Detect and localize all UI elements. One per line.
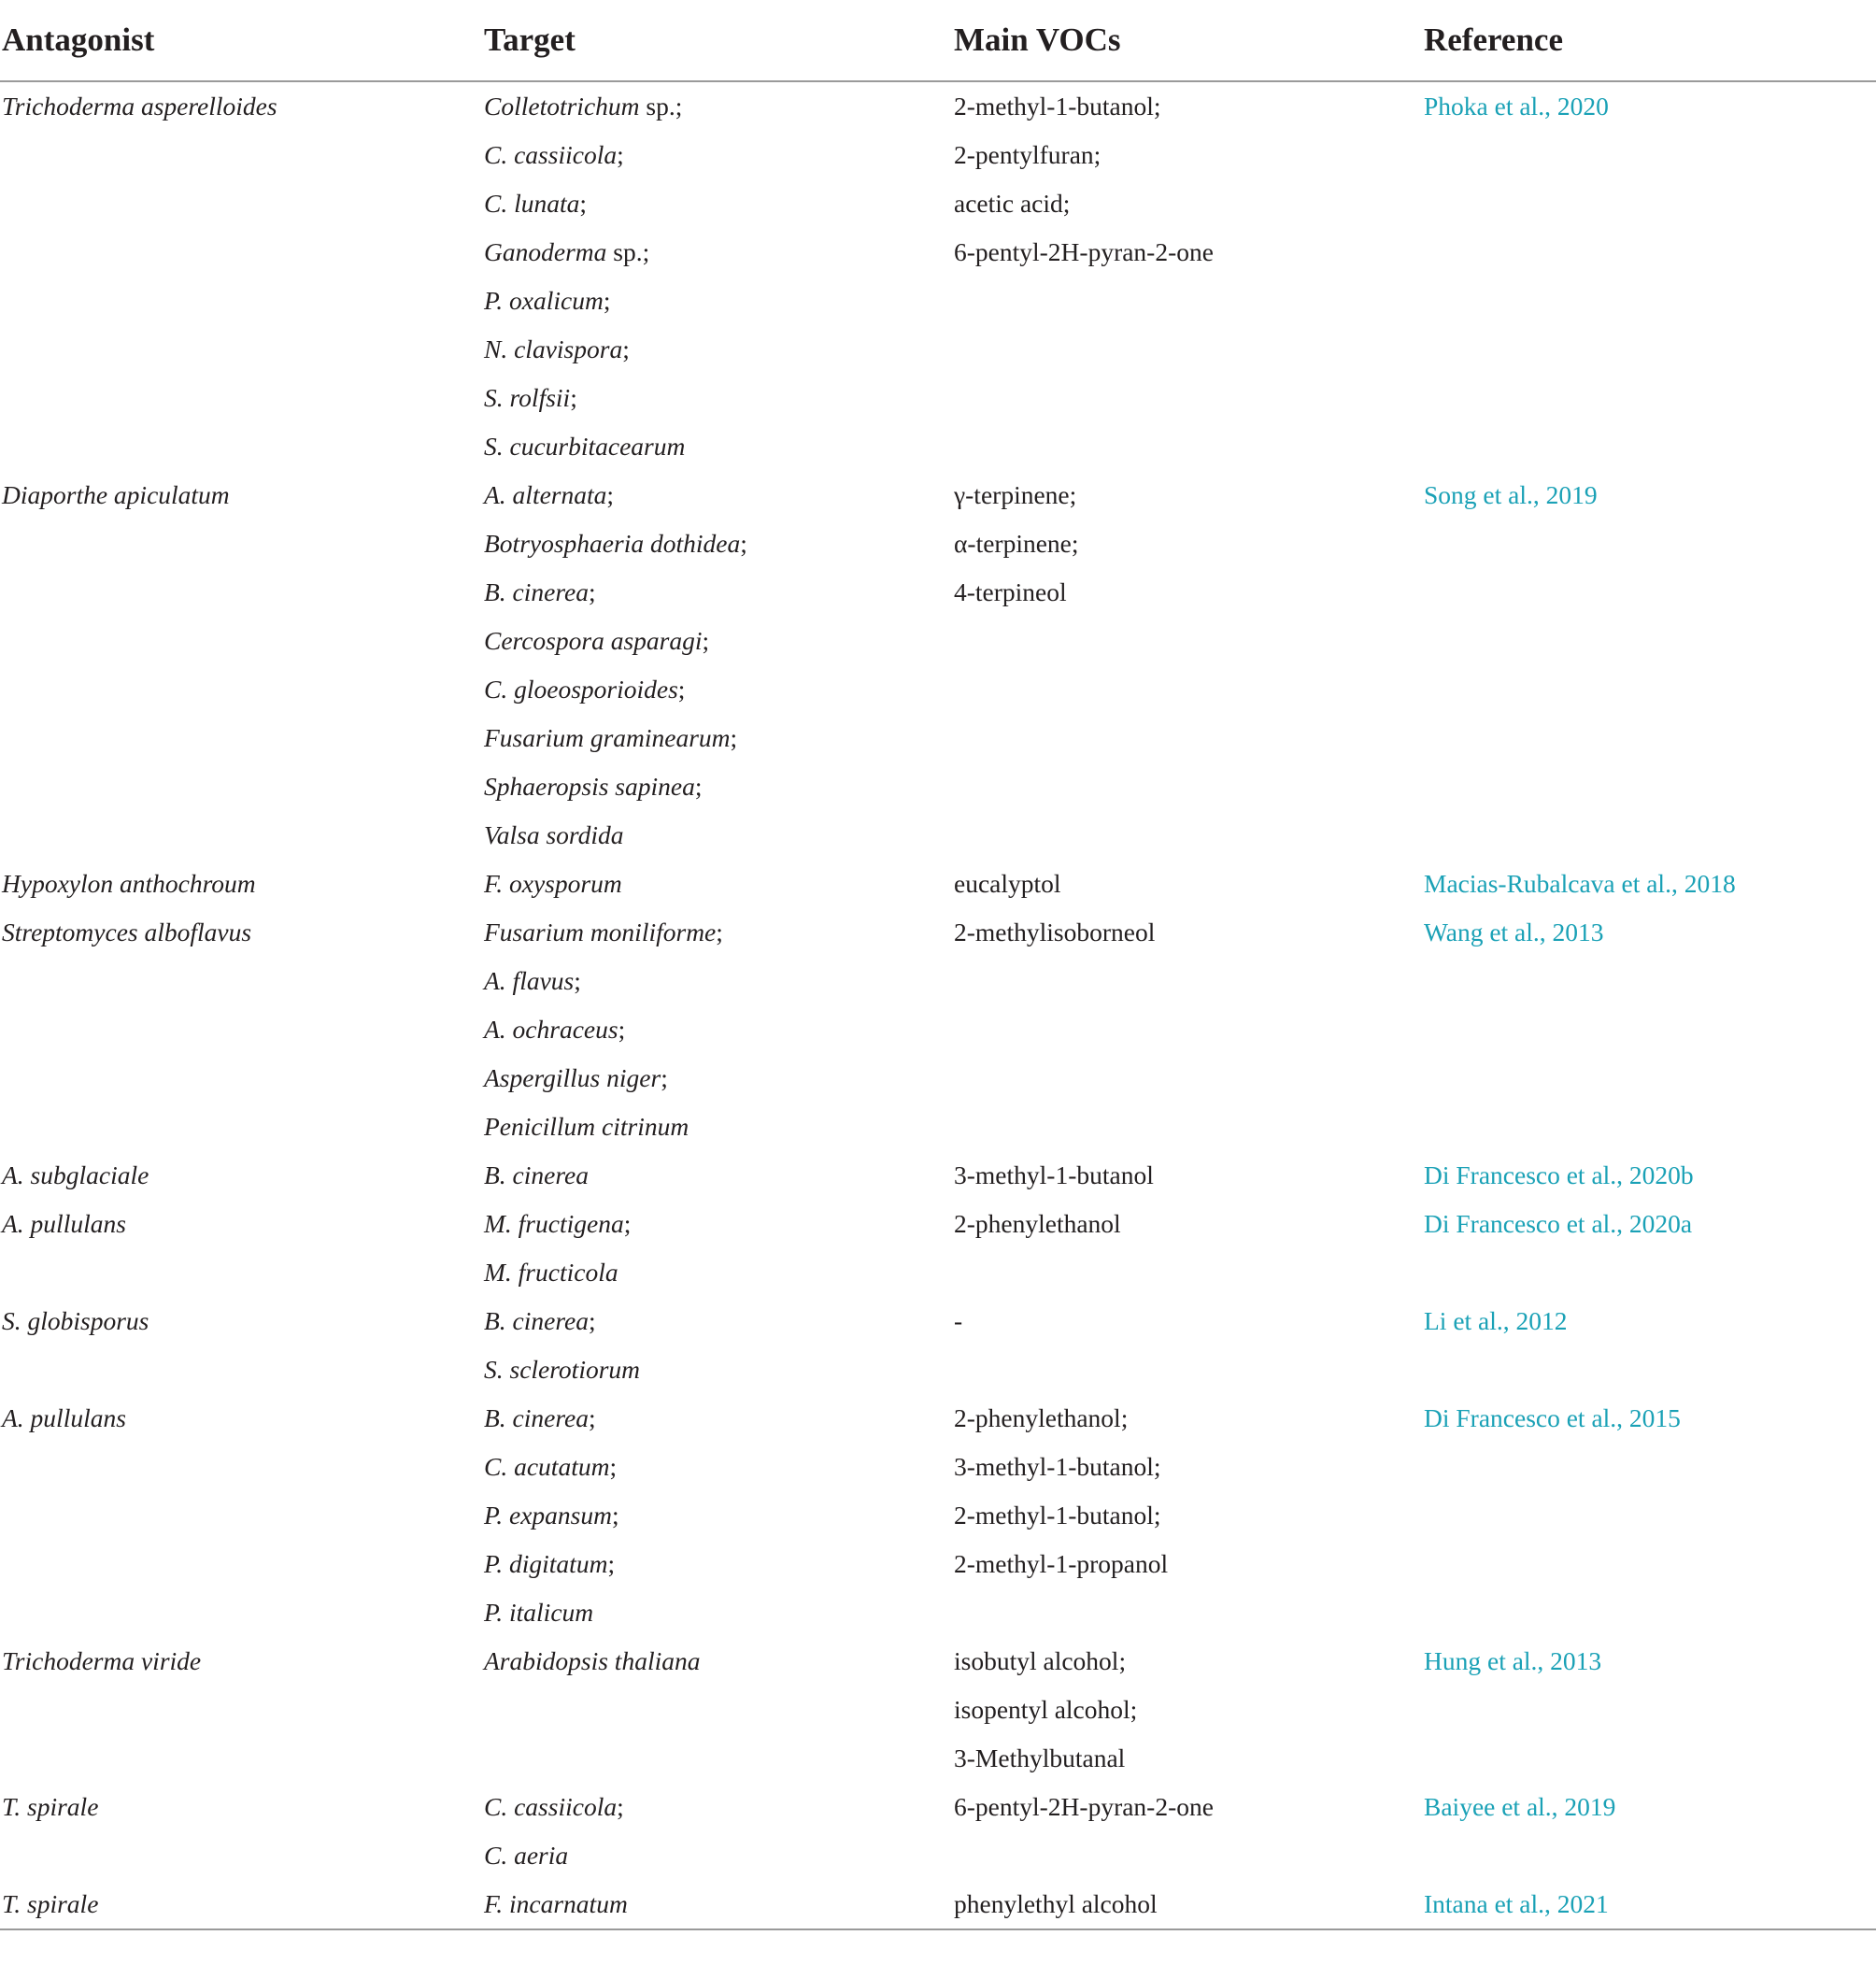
target-cell	[482, 908, 952, 1151]
target-name: B. cinerea	[484, 1160, 589, 1189]
reference-cell	[1422, 471, 1876, 860]
target-name: Arabidopsis thaliana	[484, 1646, 701, 1675]
target-cell	[482, 81, 952, 471]
target-organism	[484, 422, 952, 471]
voc-compound: 2-methyl-1-butanol;	[954, 92, 1161, 121]
antagonist-cell	[0, 1297, 482, 1394]
reference-link[interactable]: Intana et al., 2021	[1424, 1889, 1609, 1918]
target-cell	[482, 1637, 952, 1783]
voc-compound: 4-terpineol	[954, 577, 1067, 606]
target-organism	[484, 714, 952, 762]
target-name: B. cinerea	[484, 577, 589, 606]
target-suffix: ;	[623, 1209, 632, 1238]
target-organism	[484, 374, 952, 422]
target-name: Cercospora asparagi	[484, 626, 703, 655]
reference-link[interactable]: Di Francesco et al., 2020a	[1424, 1209, 1693, 1238]
table-row	[0, 1637, 1876, 1783]
antagonist-name: Trichoderma viride	[2, 1646, 202, 1675]
target-organism	[484, 1880, 952, 1928]
target-cell	[482, 1151, 952, 1200]
reference-link[interactable]: Macias-Rubalcava et al., 2018	[1424, 869, 1736, 898]
target-organism	[484, 908, 952, 957]
antagonist-cell	[0, 1880, 482, 1929]
target-suffix: ;	[574, 966, 581, 995]
target-suffix: ;	[617, 1792, 624, 1821]
table-row	[0, 1880, 1876, 1929]
antagonist-name: A. pullulans	[2, 1403, 126, 1432]
target-name: A. flavus	[484, 966, 575, 995]
target-name: Colletotrichum	[484, 92, 640, 121]
target-organism	[484, 1491, 952, 1540]
target-suffix: ;	[607, 1549, 616, 1578]
target-name: B. cinerea	[484, 1403, 589, 1432]
header-target: Target	[482, 0, 952, 81]
target-organism	[484, 277, 952, 325]
target-organism	[484, 811, 952, 860]
target-organism	[484, 957, 952, 1005]
main-vocs-cell	[952, 1783, 1422, 1880]
target-suffix: ;	[740, 529, 747, 558]
target-name: Valsa sordida	[484, 820, 624, 849]
target-organism	[484, 1637, 952, 1686]
table-row	[0, 1200, 1876, 1297]
target-name: M. fructicola	[484, 1258, 618, 1287]
target-organism	[484, 1394, 952, 1443]
reference-cell	[1422, 1297, 1876, 1394]
target-suffix: ;	[589, 1306, 596, 1335]
voc-compound: 2-pentylfuran;	[954, 140, 1101, 169]
target-organism	[484, 1200, 952, 1248]
target-organism	[484, 471, 952, 519]
antagonist-cell	[0, 1151, 482, 1200]
main-vocs-cell	[952, 1151, 1422, 1200]
table-row	[0, 1297, 1876, 1394]
table-row	[0, 81, 1876, 471]
target-name: Fusarium moniliforme	[484, 918, 717, 946]
target-cell	[482, 1297, 952, 1394]
main-vocs-cell	[952, 1394, 1422, 1637]
target-name: Botryosphaeria dothidea	[484, 529, 741, 558]
table-row	[0, 860, 1876, 908]
target-suffix: ;	[589, 1403, 596, 1432]
reference-cell	[1422, 1394, 1876, 1637]
target-organism	[484, 1248, 952, 1297]
target-organism	[484, 519, 952, 568]
target-suffix: ;	[606, 480, 615, 509]
antagonist-cell	[0, 81, 482, 471]
target-suffix: ;	[716, 918, 723, 946]
target-name: A. ochraceus	[484, 1015, 618, 1044]
target-name: A. alternata	[484, 480, 607, 509]
reference-link[interactable]: Li et al., 2012	[1424, 1306, 1568, 1335]
reference-cell	[1422, 1783, 1876, 1880]
target-name: S. rolfsii	[484, 383, 571, 412]
voc-compound: γ-terpinene;	[954, 480, 1077, 509]
target-name: P. oxalicum	[484, 286, 604, 315]
target-name: C. acutatum	[484, 1452, 610, 1481]
antagonist-cell	[0, 1394, 482, 1637]
voc-compound: 6-pentyl-2H-pyran-2-one	[954, 1792, 1214, 1821]
table-row	[0, 1783, 1876, 1880]
target-organism	[484, 1588, 952, 1637]
antagonist-name: Streptomyces alboflavus	[2, 918, 252, 946]
voc-compound: 3-Methylbutanal	[954, 1743, 1126, 1772]
table-row	[0, 1151, 1876, 1200]
target-name: Aspergillus niger	[484, 1063, 661, 1092]
antagonist-cell	[0, 860, 482, 908]
target-suffix: ;	[661, 1063, 668, 1092]
voc-compound: isopentyl alcohol;	[954, 1695, 1138, 1724]
voc-compound: 3-methyl-1-butanol	[954, 1160, 1154, 1189]
voc-compound: phenylethyl alcohol	[954, 1889, 1158, 1918]
target-suffix: ;	[603, 286, 611, 315]
target-suffix: ;	[579, 189, 588, 218]
main-vocs-cell	[952, 1200, 1422, 1297]
voc-compound: -	[954, 1306, 963, 1335]
target-suffix: ;	[694, 772, 703, 801]
target-cell	[482, 1880, 952, 1929]
target-organism	[484, 228, 952, 277]
voc-compound: 2-methyl-1-propanol	[954, 1549, 1169, 1578]
target-name: P. digitatum	[484, 1549, 608, 1578]
reference-cell	[1422, 81, 1876, 471]
target-name: C. cassiicola	[484, 140, 618, 169]
target-organism	[484, 860, 952, 908]
main-vocs-cell	[952, 471, 1422, 860]
antagonist-name: T. spirale	[2, 1792, 99, 1821]
target-suffix: ;	[611, 1501, 619, 1530]
antagonist-name: A. subglaciale	[2, 1160, 149, 1189]
antagonist-cell	[0, 1200, 482, 1297]
main-vocs-cell	[952, 908, 1422, 1151]
target-organism	[484, 1103, 952, 1151]
target-cell	[482, 1783, 952, 1880]
antagonist-cell	[0, 471, 482, 860]
target-name: M. fructigena	[484, 1209, 624, 1238]
target-name: Sphaeropsis sapinea	[484, 772, 695, 801]
target-suffix: ;	[622, 334, 630, 363]
target-organism	[484, 1540, 952, 1588]
target-organism	[484, 325, 952, 374]
header-antagonist: Antagonist	[0, 0, 482, 81]
antagonist-name: S. globisporus	[2, 1306, 149, 1335]
voc-compound: eucalyptol	[954, 869, 1061, 898]
reference-cell	[1422, 1200, 1876, 1297]
target-suffix: ;	[589, 577, 596, 606]
target-name: C. cassiicola	[484, 1792, 618, 1821]
target-organism	[484, 1054, 952, 1103]
reference-cell	[1422, 860, 1876, 908]
target-name: P. italicum	[484, 1598, 594, 1627]
target-cell	[482, 1394, 952, 1637]
target-organism	[484, 1345, 952, 1394]
target-suffix: ;	[677, 675, 686, 704]
voc-compound: 3-methyl-1-butanol;	[954, 1452, 1161, 1481]
target-name: Fusarium graminearum	[484, 723, 731, 752]
target-name: N. clavispora	[484, 334, 623, 363]
target-name: C. gloeosporioides	[484, 675, 678, 704]
target-name: S. sclerotiorum	[484, 1355, 641, 1384]
header-row	[0, 0, 1876, 81]
target-suffix: ;	[617, 140, 624, 169]
target-cell	[482, 1200, 952, 1297]
target-name: F. oxysporum	[484, 869, 622, 898]
voc-compound: 6-pentyl-2H-pyran-2-one	[954, 237, 1214, 266]
target-organism	[484, 1151, 952, 1200]
antagonist-name: Trichoderma asperelloides	[2, 92, 277, 121]
table-row	[0, 908, 1876, 1151]
target-organism	[484, 568, 952, 617]
target-name: Penicillum citrinum	[484, 1112, 689, 1141]
target-organism	[484, 617, 952, 665]
reference-link[interactable]: Wang et al., 2013	[1424, 918, 1604, 946]
target-name: F. incarnatum	[484, 1889, 628, 1918]
table-body	[0, 81, 1876, 1929]
voc-compound: 2-phenylethanol;	[954, 1403, 1129, 1432]
target-cell	[482, 860, 952, 908]
voc-compound: α-terpinene;	[954, 529, 1079, 558]
target-organism	[484, 1783, 952, 1831]
target-name: Ganoderma	[484, 237, 607, 266]
table-header	[0, 0, 1876, 81]
target-organism	[484, 762, 952, 811]
voc-compound: 2-methyl-1-butanol;	[954, 1501, 1161, 1530]
reference-link[interactable]: Phoka et al., 2020	[1424, 92, 1609, 121]
target-name: B. cinerea	[484, 1306, 589, 1335]
target-suffix: sp.;	[639, 92, 683, 121]
reference-cell	[1422, 1151, 1876, 1200]
reference-link[interactable]: Di Francesco et al., 2020b	[1424, 1160, 1694, 1189]
target-organism	[484, 179, 952, 228]
antagonist-name: Hypoxylon anthochroum	[2, 869, 256, 898]
antagonist-name: A. pullulans	[2, 1209, 126, 1238]
antagonist-cell	[0, 908, 482, 1151]
target-organism	[484, 1831, 952, 1880]
table-row	[0, 471, 1876, 860]
target-organism	[484, 131, 952, 179]
target-cell	[482, 471, 952, 860]
main-vocs-cell	[952, 860, 1422, 908]
target-name: C. aeria	[484, 1841, 569, 1870]
target-suffix: ;	[609, 1452, 618, 1481]
target-organism	[484, 665, 952, 714]
voc-compound: 2-methylisoborneol	[954, 918, 1156, 946]
antagonist-name: T. spirale	[2, 1889, 99, 1918]
antagonist-name: Diaporthe apiculatum	[2, 480, 230, 509]
reference-link[interactable]: Di Francesco et al., 2015	[1424, 1403, 1681, 1432]
antagonist-cell	[0, 1783, 482, 1880]
target-organism	[484, 1297, 952, 1345]
target-organism	[484, 1443, 952, 1491]
main-vocs-cell	[952, 1637, 1422, 1783]
voc-compound: 2-phenylethanol	[954, 1209, 1121, 1238]
antagonist-cell	[0, 1637, 482, 1783]
target-suffix: ;	[570, 383, 577, 412]
main-vocs-cell	[952, 81, 1422, 471]
reference-cell	[1422, 1637, 1876, 1783]
header-reference: Reference	[1422, 0, 1876, 81]
reference-cell	[1422, 1880, 1876, 1929]
target-suffix: ;	[730, 723, 738, 752]
main-vocs-cell	[952, 1880, 1422, 1929]
target-suffix: ;	[618, 1015, 626, 1044]
voc-compound: acetic acid;	[954, 189, 1071, 218]
header-main-vocs: Main VOCs	[952, 0, 1422, 81]
reference-link[interactable]: Song et al., 2019	[1424, 480, 1598, 509]
target-name: C. lunata	[484, 189, 580, 218]
target-organism	[484, 1005, 952, 1054]
main-vocs-cell	[952, 1297, 1422, 1394]
reference-link[interactable]: Hung et al., 2013	[1424, 1646, 1602, 1675]
target-organism	[484, 82, 952, 131]
reference-link[interactable]: Baiyee et al., 2019	[1424, 1792, 1616, 1821]
target-name: P. expansum	[484, 1501, 612, 1530]
table-row	[0, 1394, 1876, 1637]
target-suffix: ;	[702, 626, 710, 655]
voc-compound: isobutyl alcohol;	[954, 1646, 1127, 1675]
reference-cell	[1422, 908, 1876, 1151]
target-suffix: sp.;	[606, 237, 650, 266]
target-name: S. cucurbitacearum	[484, 432, 686, 461]
